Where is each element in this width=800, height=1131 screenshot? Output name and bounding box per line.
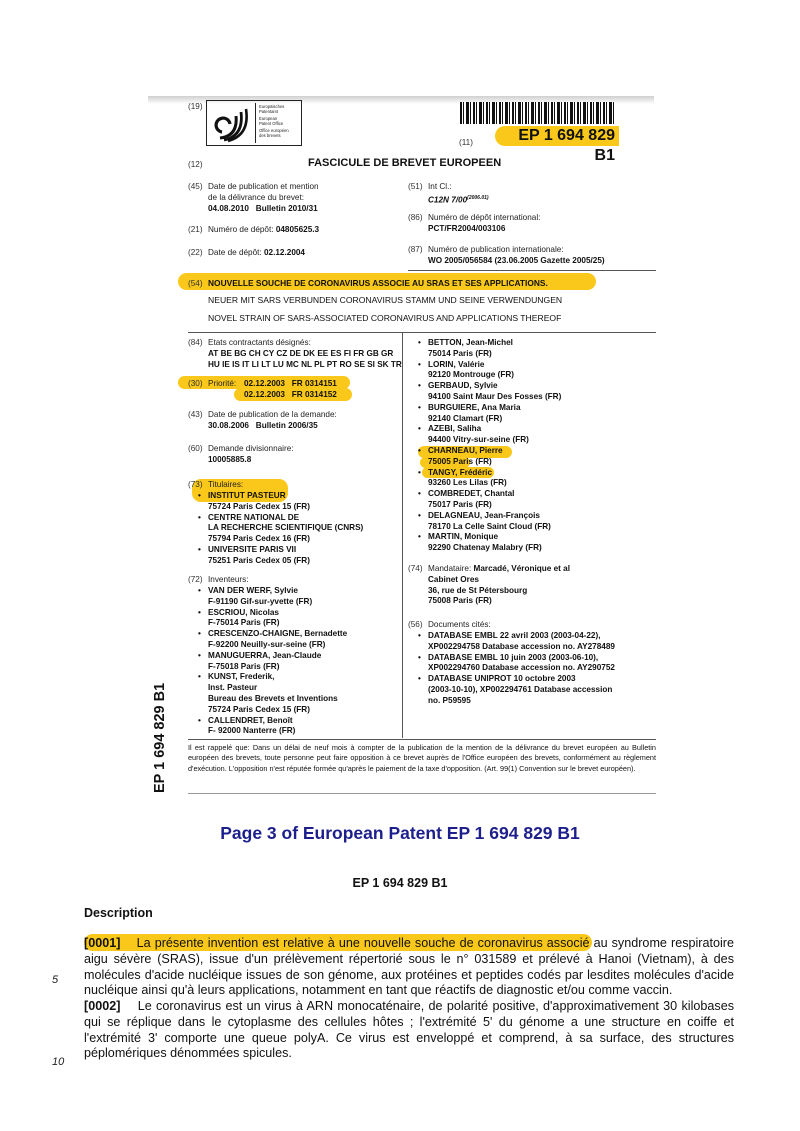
inventor-address: 92140 Clamart (FR) (428, 413, 503, 423)
field-label: Date de publication de la demande: (208, 410, 337, 419)
field-label: Int Cl.: (428, 182, 452, 191)
designated-states: HU IE IS IT LI LT LU MC NL PL PT RO SE SI SK TR (208, 359, 402, 369)
inventor-item (198, 651, 347, 673)
inventor-address: F-92200 Neuilly-sur-seine (FR) (208, 639, 326, 649)
logo-text-en2: Patent Office (259, 121, 284, 126)
paragraph-0002 (84, 999, 734, 1062)
inid-code: (43) (188, 410, 203, 419)
field-21 (188, 225, 320, 236)
opposition-notice: Il est rappelé que: Dans un délai de neuf mois à compter de la publication de la mention de la délivrance du brevet européen au Bulletin européen des brevets, toute personne peut faire opposition à ce brevet auprès de l'Office européen des brevets, conformément au règlement d'exécution. L'opposition n'est réputée formée qu'après le paiement de la taxe d'opposition. (Art. 99(1) Convention sur le brevet européen). (188, 743, 656, 773)
inid-code: (22) (188, 248, 203, 257)
divider (188, 793, 656, 794)
field-45 (188, 182, 319, 213)
inventor-item (418, 468, 561, 490)
cited-documents-list (418, 631, 615, 707)
holder-name: LA RECHERCHE SCIENTIFIQUE (CNRS) (208, 523, 364, 533)
logo-text-fr2: des brevets (259, 133, 281, 138)
holder-name: • UNIVERSITE PARIS VII (208, 544, 297, 554)
logo-text-de2: Patentamt (259, 109, 279, 114)
divider (408, 270, 656, 271)
column-divider (402, 333, 403, 738)
field-43 (188, 410, 337, 430)
inventor-item (418, 489, 561, 511)
citation-line: (2003-10-10), XP002294761 Database accession (428, 684, 613, 694)
inventor-name: • CRESCENZO-CHAIGNE, Bernadette (208, 629, 348, 639)
priority-entry: 02.12.2003 FR 0314152 (244, 389, 337, 399)
inid-code-11: (11) (459, 138, 473, 147)
inventor-name: • ESCRIOU, Nicolas (208, 607, 279, 617)
document-type: FASCICULE DE BREVET EUROPEEN (308, 157, 502, 169)
inid-code: (30) (188, 379, 203, 388)
inventor-item (198, 672, 347, 715)
inventor-name: • BETTON, Jean-Michel (428, 338, 513, 347)
inid-code: (56) (408, 620, 423, 629)
field-label: Priorité: (208, 379, 237, 388)
inventor-item (418, 360, 561, 382)
holder-address: 75724 Paris Cedex 15 (FR) (208, 501, 310, 511)
inventor-item (418, 403, 561, 425)
field-30 (188, 379, 337, 399)
paragraph-number: [0002] (84, 999, 121, 1013)
logo-text-en1: European (259, 116, 278, 121)
field-87 (408, 245, 605, 265)
field-label: Titulaires: (208, 480, 244, 489)
inid-code: (73) (188, 480, 203, 489)
inventor-name: • COMBREDET, Chantal (428, 489, 515, 499)
inid-code-12: (12) (188, 160, 203, 169)
patent-number-badge: EP 1 694 829 B1 (495, 126, 619, 146)
citation-line: XP002294758 Database accession no. AY278489 (428, 641, 615, 651)
inventor-address: F-75018 Paris (FR) (208, 661, 280, 671)
citation-line: • DATABASE EMBL 10 juin 2003 (2003-06-10), (428, 652, 599, 662)
inventor-name: • CHARNEAU, Pierre (428, 445, 503, 455)
field-label: Date de publication et mention (208, 182, 319, 191)
holder-item (198, 513, 363, 545)
inventor-name: • DELAGNEAU, Jean-François (428, 510, 540, 520)
inid-code: (74) (408, 564, 423, 573)
field-60 (188, 444, 294, 464)
inventor-item (418, 511, 561, 533)
inventor-item (418, 381, 561, 403)
inventor-address: 92120 Montrouge (FR) (428, 370, 514, 380)
inventor-name: • MANUGUERRA, Jean-Claude (208, 650, 322, 660)
inventor-item (198, 608, 347, 630)
representative-address: Cabinet Ores (428, 574, 479, 584)
cited-document (418, 631, 615, 653)
inid-code: (54) (188, 279, 203, 288)
inid-code: (87) (408, 245, 423, 254)
inventor-address: F- 92000 Nanterre (FR) (208, 726, 296, 736)
field-84 (188, 338, 402, 369)
designated-states: AT BE BG CH CY CZ DE DK EE ES FI FR GB GR (208, 348, 394, 358)
field-label: Demande divisionnaire: (208, 444, 294, 453)
holder-item (198, 491, 363, 513)
inventor-address: 78170 La Celle Saint Cloud (FR) (428, 521, 551, 531)
representative-address: 36, rue de St Pétersbourg (428, 585, 528, 595)
inventor-address: F-91190 Gif-sur-yvette (FR) (208, 596, 313, 606)
field-73 (188, 480, 244, 491)
field-22 (188, 248, 305, 259)
field-54 (188, 278, 548, 288)
inventor-name: • BURGUIERE, Ana Maria (428, 402, 521, 412)
inventor-name: • MARTIN, Monique (428, 532, 499, 542)
inventors-list-left (198, 586, 347, 737)
inventor-address: Bureau des Brevets et Inventions (208, 693, 338, 703)
inventor-address: F-75014 Paris (FR) (208, 618, 280, 628)
field-label: Numéro de dépôt international: (428, 213, 541, 222)
holder-name: • CENTRE NATIONAL DE (208, 512, 300, 522)
inventor-address: 75724 Paris Cedex 15 (FR) (208, 704, 310, 714)
divider (188, 332, 656, 333)
paragraph-0001 (84, 936, 734, 999)
inid-code: (51) (408, 182, 423, 191)
epo-logo (206, 100, 302, 146)
inventor-item (198, 716, 347, 738)
inventor-address: 75005 Paris (FR) (428, 456, 492, 466)
paragraph-text: Le coronavirus est un virus à ARN monocaténaire, de polarité positive, d'approximativement 30 kilobases qui se réplique dans le cytoplasme des cellules hôtes ; l'extrémité 5' du génome a une structure en coiffe et l'extrémité 3' comporte une queue polyA. Ce virus est enveloppé et comprend, à sa surface, des structures péplomériques dénommées spicules. (84, 999, 734, 1061)
inid-code: (72) (188, 575, 203, 584)
cited-document (418, 653, 615, 675)
filing-date-value: 02.12.2004 (264, 248, 305, 257)
holders-list (198, 491, 363, 567)
field-72 (188, 575, 249, 586)
representative-address: 75008 Paris (FR) (428, 596, 492, 606)
inventor-item (418, 532, 561, 554)
citation-line: • DATABASE EMBL 22 avril 2003 (2003-04-22), (428, 631, 601, 640)
paragraph-number: [0001] (84, 936, 121, 950)
citation-line: no. P59595 (428, 695, 471, 705)
inid-code-19: (19) (188, 102, 203, 111)
field-label: Etats contractants désignés: (208, 338, 311, 347)
field-86 (408, 213, 541, 233)
inid-code: (21) (188, 225, 203, 234)
epo-logo-icon (208, 102, 254, 144)
international-publication-value: WO 2005/056584 (23.06.2005 Gazette 2005/25) (428, 255, 605, 265)
section-heading: Description (84, 906, 153, 920)
inventor-address: 92290 Chatenay Malabry (FR) (428, 543, 542, 553)
citation-line: • DATABASE UNIPROT 10 octobre 2003 (428, 674, 576, 684)
inventor-name: • GERBAUD, Sylvie (428, 381, 498, 391)
inventor-name: • AZEBI, Saliha (428, 424, 482, 434)
field-label: Date de dépôt: (208, 248, 264, 257)
inventors-list-right (418, 338, 561, 554)
field-label: Inventeurs: (208, 575, 249, 584)
inid-code: (60) (188, 444, 203, 453)
representative-name: Marcadé, Véronique et al (473, 564, 570, 573)
field-label: Documents cités: (428, 620, 491, 629)
page-title: Page 3 of European Patent EP 1 694 829 B1 (220, 823, 580, 843)
inventor-address: Inst. Pasteur (208, 683, 258, 693)
inventor-address: 75014 Paris (FR) (428, 348, 492, 358)
divisional-application-value: 10005885.8 (208, 454, 252, 464)
inventor-item (198, 586, 347, 608)
holder-item (198, 545, 363, 567)
application-publication-value: 30.08.2006 Bulletin 2006/35 (208, 420, 318, 430)
side-patent-number (148, 680, 178, 793)
inventor-name: • VAN DER WERF, Sylvie (208, 586, 298, 595)
line-number: 10 (52, 1056, 65, 1068)
side-patent-number-text: EP 1 694 829 B1 (152, 682, 168, 793)
logo-text-de1: Europäisches (259, 104, 285, 109)
inventor-item (198, 629, 347, 651)
inventor-address: 94400 Vitry-sur-seine (FR) (428, 435, 529, 445)
citation-line: XP002294760 Database accession no. AY290752 (428, 663, 615, 673)
title-de: NEUER MIT SARS VERBUNDEN CORONAVIRUS STAMM UND SEINE VERWENDUNGEN (208, 295, 563, 305)
inid-code: (86) (408, 213, 423, 222)
international-application-value: PCT/FR2004/003106 (428, 223, 506, 233)
inventor-name: • LORIN, Valérie (428, 359, 485, 369)
logo-text-fr1: Office européen (259, 128, 289, 133)
field-label: Numéro de publication internationale: (428, 245, 564, 254)
holder-name: • INSTITUT PASTEUR (208, 491, 286, 500)
barcode (460, 102, 616, 124)
priority-entry: 02.12.2003 FR 0314151 (244, 379, 337, 388)
inventor-item (418, 338, 561, 360)
publication-date-value: 04.08.2010 Bulletin 2010/31 (208, 203, 318, 213)
inid-code: (45) (188, 182, 203, 191)
title-en: NOVEL STRAIN OF SARS-ASSOCIATED CORONAVIRUS AND APPLICATIONS THEREOF (208, 313, 562, 323)
field-74 (408, 564, 570, 606)
field-label: Mandataire: (428, 564, 474, 573)
inventor-address: 93260 Les Lilas (FR) (428, 478, 507, 488)
field-56 (408, 620, 491, 631)
inventor-item (418, 424, 561, 446)
inventor-item (418, 446, 561, 468)
ipc-class-value: C12N 7/00 (428, 195, 468, 205)
holder-address: 75251 Paris Cedex 05 (FR) (208, 555, 310, 565)
holder-address: 75794 Paris Cedex 16 (FR) (208, 534, 310, 544)
inventor-address: 75017 Paris (FR) (428, 499, 492, 509)
field-label: de la délivrance du brevet: (208, 192, 305, 202)
inventor-name: • TANGY, Frédéric (428, 467, 492, 477)
highlighted-text: La présente invention est relative à une nouvelle souche de coronavirus associé au (136, 936, 608, 950)
field-51 (408, 182, 489, 205)
cited-document (418, 674, 615, 706)
inventor-address: 94100 Saint Maur Des Fosses (FR) (428, 391, 562, 401)
ipc-version: (2006.01) (467, 194, 489, 201)
inventor-name: • CALLENDRET, Benoît (208, 715, 293, 725)
application-number-value: 04805625.3 (275, 225, 320, 234)
inventor-name: • KUNST, Frederik, (208, 672, 275, 682)
field-label: Numéro de dépôt: (208, 225, 276, 234)
inid-code: (84) (188, 338, 203, 347)
page-header-number: EP 1 694 829 B1 (352, 876, 448, 890)
paragraph-text: syndrome respiratoire aigu sévère (SRAS), issue d'un prélèvement répertorié sous le n° 031589 et prélevé à Hanoi (Vietnam), à des molécules d'acide nucléique issues de son génome, aux protéines et peptides codés par lesdites molécules d'acide nucléique ainsi qu'à leurs applications, notamment en tant que réactifs de diagnostic et/ou comme vaccin. (84, 936, 734, 998)
line-number: 5 (52, 974, 59, 986)
divider (188, 739, 656, 740)
title-fr: NOUVELLE SOUCHE DE CORONAVIRUS ASSOCIE AU SRAS ET SES APPLICATIONS. (208, 278, 548, 288)
